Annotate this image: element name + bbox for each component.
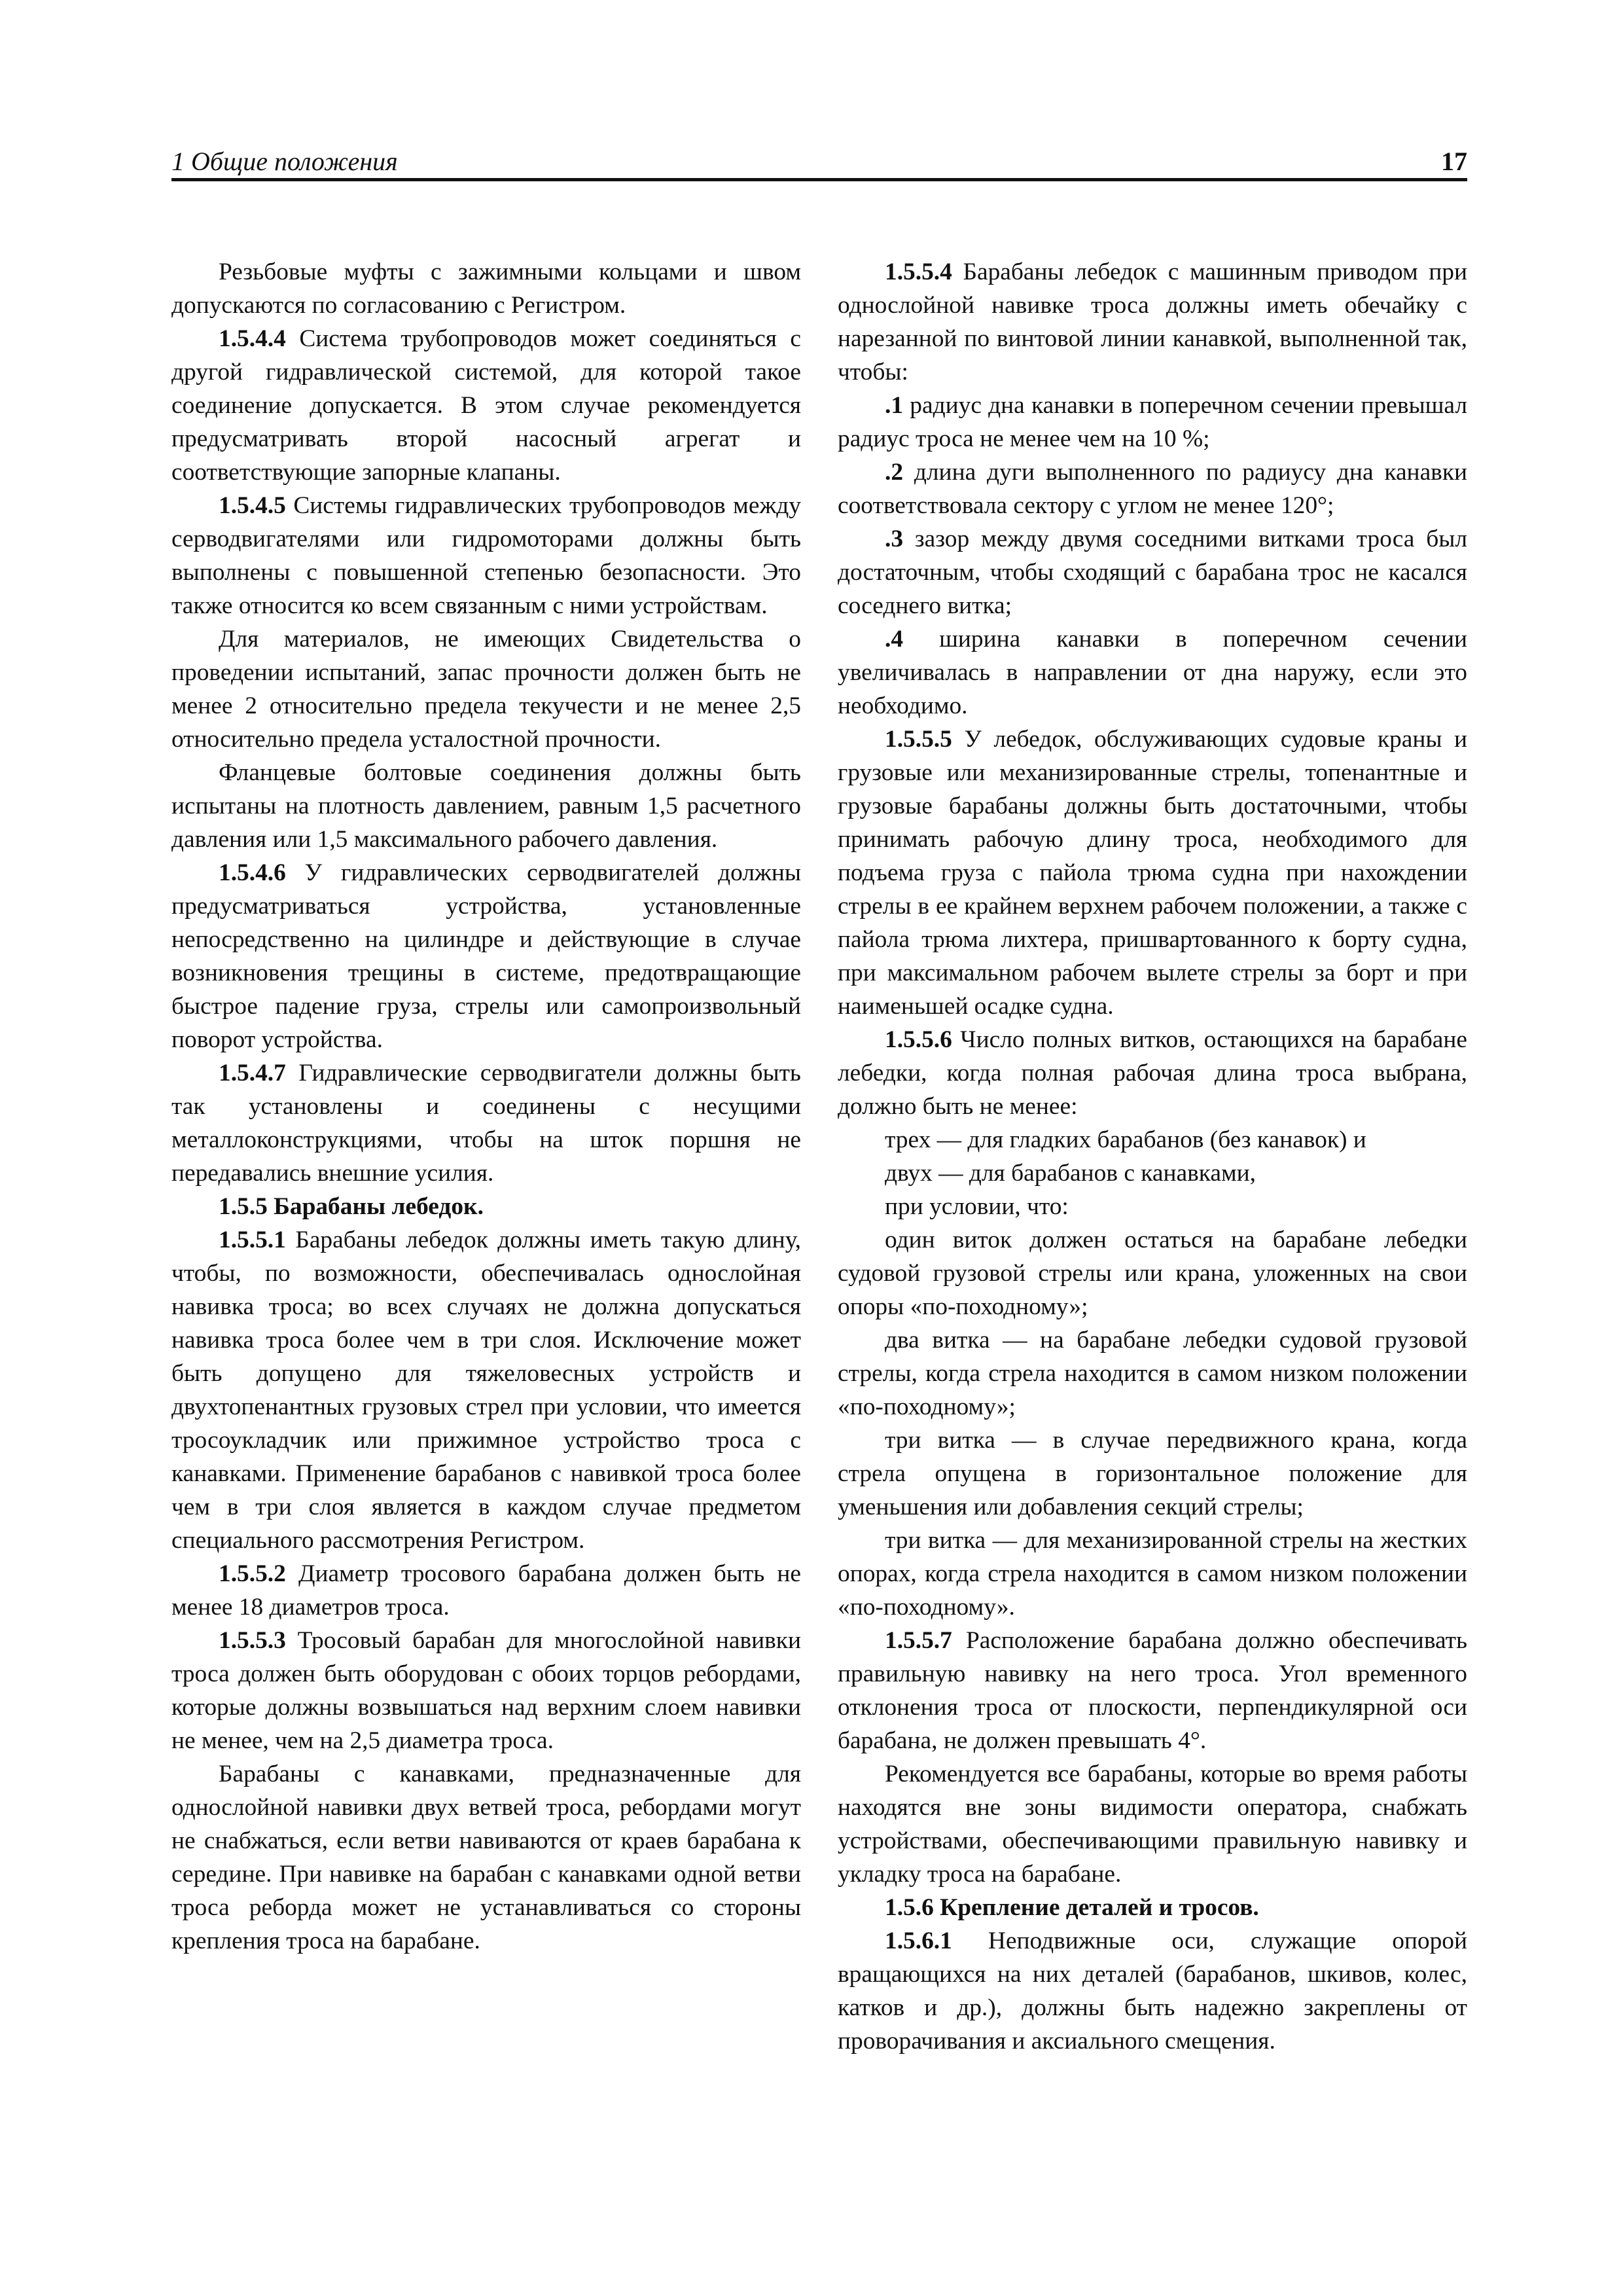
list-item-3: .3 зазор между двумя соседними витками троса был достаточным, чтобы сходящий с барабана трос не касался соседнего витка; (838, 526, 1467, 619)
paragraph-1-5-5-2: 1.5.5.2 Диаметр тросового барабана должен быть не менее 18 диаметров троса. (171, 1560, 801, 1621)
paragraph: Рекомендуется все барабаны, которые во время работы находятся вне зоны видимости оператора, снабжать устройствами, обеспечивающими правильную навивку и укладку троса на барабане. (838, 1761, 1467, 1888)
heading-1-5-5: 1.5.5 Барабаны лебедок. (219, 1193, 484, 1220)
list-item-4: .4 ширина канавки в поперечном сечении увеличивалась в направлении от дна наружу, если это необходимо. (838, 626, 1467, 719)
paragraph: Фланцевые болтовые соединения должны быть испытаны на плотность давлением, равным 1,5 расчетного давления или 1,5 максимального рабочего давления. (171, 759, 801, 853)
heading-1-5-6: 1.5.6 Крепление деталей и тросов. (885, 1894, 1259, 1921)
paragraph-1-5-4-4: 1.5.4.4 Система трубопроводов может соединяться с другой гидравлической системой, для которой такое соединение допускается. В этом случае рекомендуется предусматривать второй насосный агрегат и соответствующие запорные клапаны. (171, 325, 801, 486)
section-title: 1 Общие положения (171, 147, 398, 176)
paragraph: один виток должен остаться на барабане лебедки судовой грузовой стрелы или крана, уложенных на свои опоры «по-походному»; (838, 1227, 1467, 1320)
paragraph: три витка — в случае передвижного крана, когда стрела опущена в горизонтальное положение для уменьшения или добавления секций стрелы; (838, 1427, 1467, 1520)
paragraph-1-5-5-3: 1.5.5.3 Тросовый барабан для многослойной навивки троса должен быть оборудован с обоих торцов ребордами, которые должны возвышаться над верхним слоем навивки не менее, чем на 2,5 диаметра троса. (171, 1627, 801, 1754)
paragraph-1-5-4-6: 1.5.4.6 У гидравлических серводвигателей должны предусматриваться устройства, установленные непосредственно на цилиндре и действующие в случае возникновения трещины в системе, предотвращающие быстрое падение груза, стрелы или самопроизвольный поворот устройства. (171, 859, 801, 1053)
paragraph: трех — для гладких барабанов (без канавок) и (885, 1126, 1366, 1153)
right-column (838, 255, 1467, 2058)
header-rule (171, 178, 1467, 181)
list-item-1: .1 радиус дна канавки в поперечном сечении превышал радиус троса не менее чем на 10 %; (838, 392, 1467, 452)
running-header (171, 145, 1467, 182)
paragraph-1-5-4-7: 1.5.4.7 Гидравлические серводвигатели должны быть так установлены и соединены с несущими металлоконструкциями, чтобы на шток поршня не передавались внешние усилия. (171, 1060, 801, 1187)
paragraph-1-5-5-1: 1.5.5.1 Барабаны лебедок должны иметь такую длину, чтобы, по возможности, обеспечивалась однослойная навивка троса; во всех случаях не должна допускаться навивка троса более чем в три слоя. Исключение может быть допущено для тяжеловесных устройств и двухтопенантных грузовых стрел при условии, что имеется тросоукладчик или прижимное устройство троса с канавками. Применение барабанов с навивкой троса более чем в три слоя является в каждом случае предметом специального рассмотрения Регистром. (171, 1227, 801, 1554)
paragraph-1-5-5-4: 1.5.5.4 Барабаны лебедок с машинным приводом при однослойной навивке троса должны иметь обечайку с нарезанной по винтовой линии канавкой, выполненной так, чтобы: (838, 259, 1467, 386)
paragraph: Резьбовые муфты с зажимными кольцами и швом допускаются по согласованию с Регистром. (171, 259, 801, 319)
paragraph-1-5-6-1: 1.5.6.1 Неподвижные оси, служащие опорой вращающихся на них деталей (барабанов, шкивов, колес, катков и др.), должны быть надежно закреплены от проворачивания и аксиального смещения. (838, 1928, 1467, 2054)
paragraph: при условии, что: (885, 1193, 1069, 1220)
paragraph: два витка — на барабане лебедки судовой грузовой стрелы, когда стрела находится в самом низком положении «по-походному»; (838, 1327, 1467, 1420)
list-item-2: .2 длина дуги выполненного по радиусу дна канавки соответствовала сектору с углом не менее 120°; (838, 459, 1467, 519)
paragraph: двух — для барабанов с канавками, (885, 1160, 1256, 1187)
paragraph: Для материалов, не имеющих Свидетельства о проведении испытаний, запас прочности должен быть не менее 2 относительно предела текучести и не менее 2,5 относительно предела усталостной прочности. (171, 626, 801, 753)
page-number: 17 (1441, 147, 1467, 176)
paragraph-1-5-5-7: 1.5.5.7 Расположение барабана должно обеспечивать правильную навивку на него троса. Угол временного отклонения троса от плоскости, перпендикулярной оси барабана, не должен превышать 4°. (838, 1627, 1467, 1754)
paragraph-1-5-5-6: 1.5.5.6 Число полных витков, остающихся на барабане лебедки, когда полная рабочая длина троса выбрана, должно быть не менее: (838, 1026, 1467, 1120)
paragraph-1-5-4-5: 1.5.4.5 Системы гидравлических трубопроводов между серводвигателями или гидромоторами должны быть выполнены с повышенной степенью безопасности. Это также относится ко всем связанным с ними устройствам. (171, 492, 801, 619)
paragraph-1-5-5-5: 1.5.5.5 У лебедок, обслуживающих судовые краны и грузовые или механизированные стрелы, топенантные и грузовые барабаны должны быть достаточными, чтобы принимать рабочую длину троса, необходимого для подъема груза с пайола трюма судна при нахождении стрелы в ее крайнем верхнем рабочем положении, а также с пайола трюма лихтера, пришвартованного к борту судна, при максимальном рабочем вылете стрелы за борт и при наименьшей осадке судна. (838, 726, 1467, 1020)
left-column (171, 255, 801, 1958)
paragraph: три витка — для механизированной стрелы на жестких опорах, когда стрела находится в самом низком положении «по-походному». (838, 1527, 1467, 1621)
paragraph: Барабаны с канавками, предназначенные для однослойной навивки двух ветвей троса, ребордами могут не снабжаться, если ветви навиваются от краев барабана к середине. При навивке на барабан с канавками одной ветви троса реборда может не устанавливаться со стороны крепления троса на барабане. (171, 1761, 801, 1954)
